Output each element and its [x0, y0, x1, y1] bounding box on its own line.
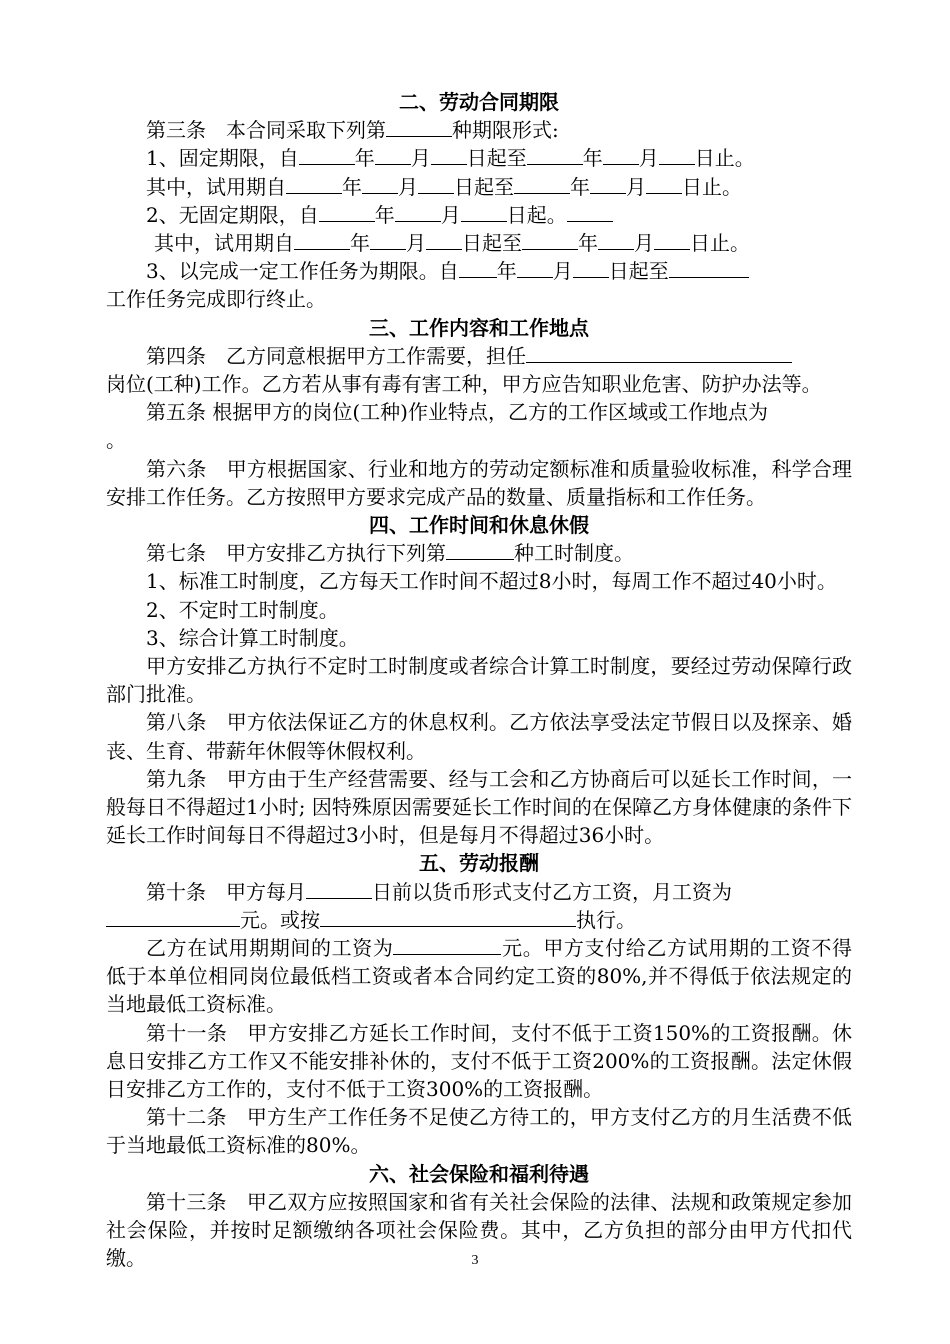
article-11: 第十一条 甲方安排乙方延长工作时间，支付不低于工资150%的工资报酬。休息日安排乙方工作又不能安排补休的，支付不低于工资200%的工资报酬。法定休假日安排乙方工作的，支付不低于工资300%的工资报酬。: [106, 1020, 852, 1102]
task-term-line: 3、以完成一定工作任务为期限。自 年 月 日起至: [106, 257, 852, 285]
article-10: 第十条 甲方每月 日前以货币形式支付乙方工资，月工资为: [146, 879, 732, 904]
article-4: 第四条 乙方同意根据甲方工作需要，担任: [106, 342, 852, 370]
trial-wage: 乙方在试用期期间的工资为 元。甲方支付给乙方试用期的工资不得低于本单位相同岗位最低档工资或者本合同约定工资的80%,并不得低于依法规定的当地最低工资标准。: [106, 936, 853, 1017]
comprehensive-hours: 3、综合计算工时制度。: [146, 625, 359, 650]
page-number: 3: [471, 1253, 479, 1268]
fixed-term-line: 1、固定期限，自 年 月 日起至 年 月 日止。: [146, 146, 755, 171]
article-3: 第三条 本合同采取下列第 种期限形式:: [146, 118, 559, 143]
article-8: 第八条 甲方依法保证乙方的休息权利。乙方依法享受法定节假日以及探亲、婚丧、生育、带薪年休假等休假权利。: [106, 710, 852, 763]
article-6: 第六条 甲方根据国家、行业和地方的劳动定额标准和质量验收标准，科学合理安排工作任务。乙方按照甲方要求完成产品的数量、质量指标和工作任务。: [106, 456, 852, 509]
section-title-insurance: 六、社会保险和福利待遇: [369, 1161, 589, 1186]
article-10-cont: 元。或按 执行。: [106, 906, 852, 934]
section-title-hours: 四、工作时间和休息休假: [369, 513, 589, 538]
flexible-hours: 2、不定时工时制度。: [146, 597, 339, 622]
section-title-pay: 五、劳动报酬: [419, 851, 539, 876]
article-7: 第七条 甲方安排乙方执行下列第 种工时制度。: [146, 541, 634, 566]
task-term-end: 工作任务完成即行终止。: [106, 287, 326, 312]
article-13: 第十三条 甲乙双方应按照国家和省有关社会保险的法律、法规和政策规定参加社会保险，并按时足额缴纳各项社会保险费。其中，乙方负担的部分由甲方代扣代缴。: [106, 1189, 852, 1271]
article-9: 第九条 甲方由于生产经营需要、经与工会和乙方协商后可以延长工作时间，一般每日不得超过1小时; 因特殊原因需要延长工作时间的在保障乙方身体健康的条件下延长工作时间每日不得超过3小时，但是每月不得超过36小时。: [106, 766, 852, 848]
standard-hours: 1、标准工时制度，乙方每天工作时间不超过8小时，每周工作不超过40小时。: [146, 569, 837, 594]
hours-approval-note: 甲方安排乙方执行不定时工时制度或者综合计算工时制度，要经过劳动保障行政部门批准。: [106, 654, 852, 707]
open-term-line: 2、无固定期限，自 年 月 日起。: [106, 201, 852, 229]
article-4-cont: 岗位(工种)工作。乙方若从事有毒有害工种，甲方应告知职业危害、防护办法等。: [106, 372, 822, 396]
contract-body: [106, 88, 852, 1272]
section-title-term: 二、劳动合同期限: [399, 90, 559, 114]
section-title-work: 三、工作内容和工作地点: [369, 315, 589, 340]
article-12: 第十二条 甲方生产工作任务不足使乙方待工的，甲方支付乙方的月生活费不低于当地最低工资标准的80%。: [106, 1105, 852, 1158]
article-5: 第五条 根据甲方的岗位(工种)作业特点，乙方的工作区域或工作地点为: [146, 400, 768, 425]
fixed-trial-line: 其中，试用期自 年 月 日起至 年 月 日止。: [146, 174, 742, 199]
open-trial-line: 其中，试用期自 年 月 日起至 年 月 日止。: [154, 231, 750, 255]
article-5-end: 。: [106, 428, 126, 453]
